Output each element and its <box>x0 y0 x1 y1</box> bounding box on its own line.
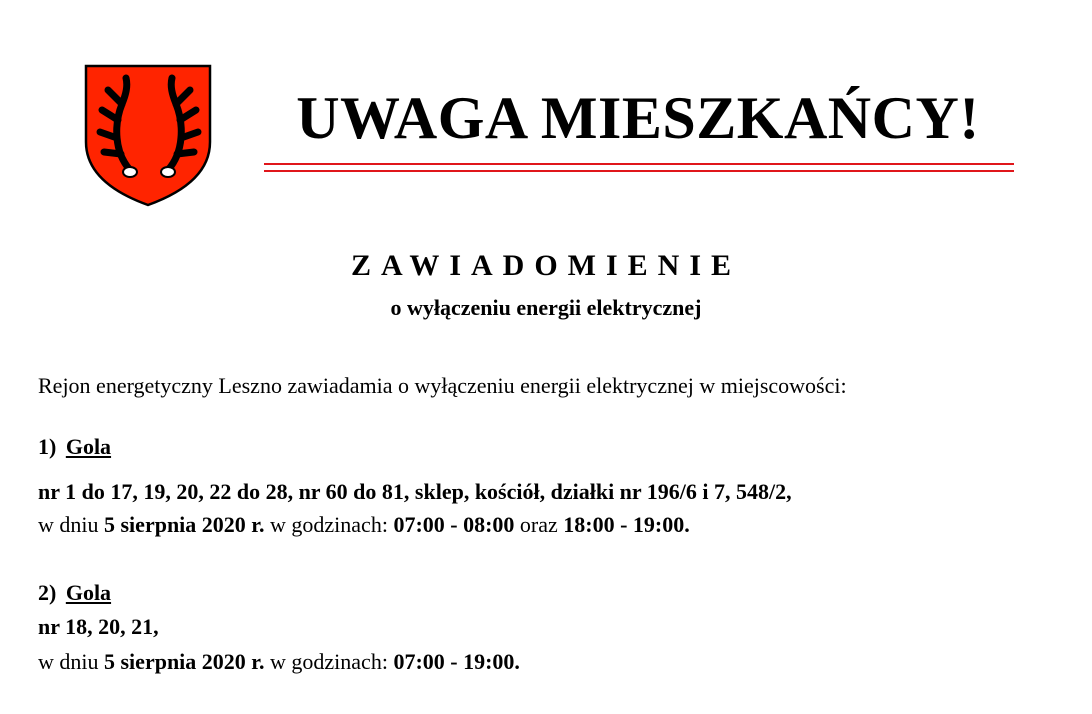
item-1-time-2: 18:00 - 19:00. <box>563 512 690 537</box>
item-1-time-1: 07:00 - 08:00 <box>393 512 515 537</box>
item-2-hours-prefix: w godzinach: <box>270 649 388 674</box>
headline-underline-top <box>264 163 1014 165</box>
notice-subtitle: o wyłączeniu energii elektrycznej <box>390 295 702 320</box>
coat-of-arms-icon <box>84 64 214 208</box>
item-1-heading <box>38 432 111 462</box>
item-1-date: 5 sierpnia 2020 r. <box>104 512 265 537</box>
item-1-hours-prefix: w godzinach: <box>270 512 388 537</box>
item-2-number: 2) <box>38 580 57 605</box>
page-headline: UWAGA MIESZKAŃCY! <box>296 85 980 151</box>
notice-intro: Rejon energetyczny Leszno zawiadamia o wyłączeniu energii elektrycznej w miejscowości: <box>38 373 847 398</box>
item-2-schedule <box>38 647 520 677</box>
item-1-town: Gola <box>65 434 112 459</box>
item-2-town: Gola <box>65 580 112 605</box>
item-2-heading <box>38 578 111 608</box>
item-1-number: 1) <box>38 434 57 459</box>
coat-of-arms <box>84 64 214 208</box>
item-2-date: 5 sierpnia 2020 r. <box>104 649 265 674</box>
item-1-addresses: nr 1 do 17, 19, 20, 22 do 28, nr 60 do 81, sklep, kościół, działki nr 196/6 i 7, 548/2, <box>38 479 792 504</box>
item-1-schedule <box>38 510 690 540</box>
headline-underline-bottom <box>264 170 1014 172</box>
item-2-time-1: 07:00 - 19:00. <box>393 649 520 674</box>
item-2-addresses: nr 18, 20, 21, <box>38 614 159 639</box>
item-1-day-prefix: w dniu <box>38 512 99 537</box>
item-2-day-prefix: w dniu <box>38 649 99 674</box>
notice-title: ZAWIADOMIENIE <box>350 249 742 282</box>
item-1-conjunction: oraz <box>519 512 558 537</box>
